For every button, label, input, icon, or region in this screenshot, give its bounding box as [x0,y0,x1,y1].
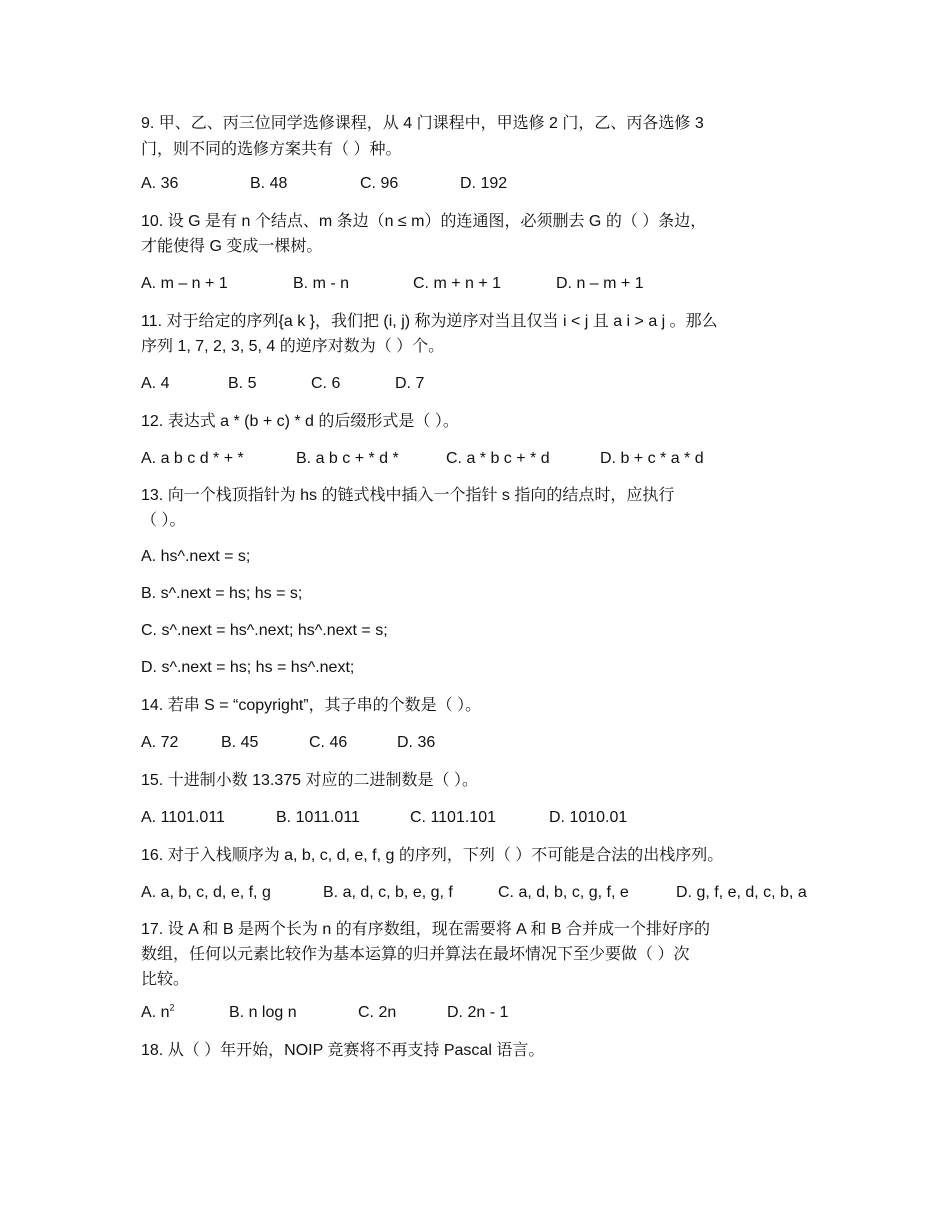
q14-option-b: B. 45 [221,734,259,751]
q12-option-d: D. b + c * a * d [600,450,704,467]
q9-option-c: C. 96 [360,175,399,192]
q16-option-c: C. a, d, b, c, g, f, e [498,884,629,901]
q14-option-a: A. 72 [141,734,179,751]
q12-option-b: B. a b c + * d * [296,450,399,467]
q16-option-a: A. a, b, c, d, e, f, g [141,884,271,901]
q17-option-a [141,1003,174,1023]
q17-option-d: D. 2n - 1 [447,1004,509,1021]
q9-line2: 门，则不同的选修方案共有（ ）种。 [141,141,402,158]
q17-option-a-exponent: 2 [169,1002,175,1013]
q17-option-c: C. 2n [358,1004,397,1021]
q10-option-b: B. m - n [293,275,350,292]
q15-option-b: B. 1011.011 [276,809,360,826]
q10-option-a: A. m – n + 1 [141,275,228,292]
q12-option-c: C. a * b c + * d [446,450,550,467]
q13-line1: 13. 向一个栈顶指针为 hs 的链式栈中插入一个指针 s 指向的结点时，应执行 [141,487,675,504]
q16-option-b: B. a, d, c, b, e, g, f [323,884,453,901]
q17-line2: 数组，任何以元素比较作为基本运算的归并算法在最坏情况下至少要做（ ）次 [141,946,690,963]
q13-option-d: D. s^.next = hs; hs = hs^.next; [141,659,355,676]
q14-line1: 14. 若串 S = “copyright”，其子串的个数是（ ）。 [141,697,482,714]
q15-option-d: D. 1010.01 [549,809,628,826]
q13-option-a: A. hs^.next = s; [141,548,251,565]
q9-option-d: D. 192 [460,175,508,192]
q14-option-c: C. 46 [309,734,348,751]
q15-option-c: C. 1101.101 [410,809,496,826]
q13-option-c: C. s^.next = hs^.next; hs^.next = s; [141,622,388,639]
q17-line1: 17. 设 A 和 B 是两个长为 n 的有序数组，现在需要将 A 和 B 合并成一个排好序的 [141,921,710,938]
q17-option-b: B. n log n [229,1004,297,1021]
q13-line2: （ ）。 [141,512,186,529]
q11-option-a: A. 4 [141,375,170,392]
q17-line3: 比较。 [141,971,190,988]
q11-line2: 序列 1, 7, 2, 3, 5, 4 的逆序对数为（ ）个。 [141,338,445,355]
q12-option-a: A. a b c d * + * [141,450,244,467]
q9-line1: 9. 甲、乙、丙三位同学选修课程，从 4 门课程中，甲选修 2 门，乙、丙各选修 3 [141,115,704,132]
q11-option-c: C. 6 [311,375,341,392]
q12-line1: 12. 表达式 a * (b + c) * d 的后缀形式是（ ）。 [141,413,459,430]
q10-line1: 10. 设 G 是有 n 个结点、m 条边（n ≤ m）的连通图，必须删去 G 的（ ）条边， [141,213,707,230]
q13-option-b: B. s^.next = hs; hs = s; [141,585,303,602]
q10-option-d: D. n – m + 1 [556,275,644,292]
q10-option-c: C. m + n + 1 [413,275,502,292]
q15-option-a: A. 1101.011 [141,809,225,826]
q17-option-a-base: A. n [141,1004,170,1021]
q15-line1: 15. 十进制小数 13.375 对应的二进制数是（ ）。 [141,772,478,789]
q18-line1: 18. 从（ ）年开始，NOIP 竞赛将不再支持 Pascal 语言。 [141,1042,545,1059]
q9-option-b: B. 48 [250,175,288,192]
q14-option-d: D. 36 [397,734,436,751]
q10-line2: 才能使得 G 变成一棵树。 [141,238,323,255]
q16-option-d: D. g, f, e, d, c, b, a [676,884,807,901]
q16-line1: 16. 对于入栈顺序为 a, b, c, d, e, f, g 的序列，下列（ ）不可能是合法的出栈序列。 [141,847,724,864]
q11-option-d: D. 7 [395,375,425,392]
q11-line1: 11. 对于给定的序列{a k }，我们把 (i, j) 称为逆序对当且仅当 i < j 且 a i > a j 。那么 [141,313,718,330]
q11-option-b: B. 5 [228,375,257,392]
q9-option-a: A. 36 [141,175,179,192]
